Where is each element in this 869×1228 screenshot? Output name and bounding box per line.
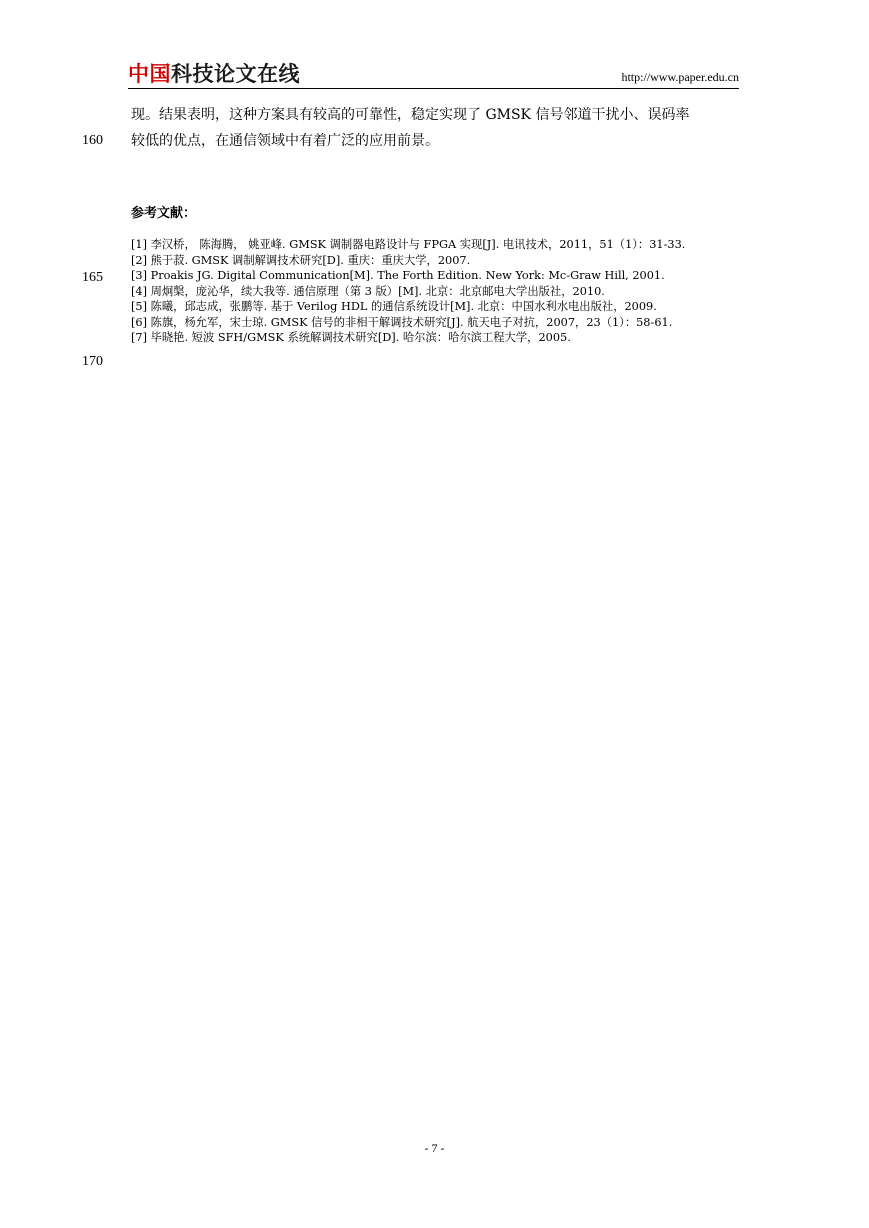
body-text-line-1: 现。结果表明，这种方案具有较高的可靠性，稳定实现了 GMSK 信号邻道干扰小、误码率 bbox=[131, 107, 690, 123]
site-logo bbox=[128, 62, 300, 86]
reference-item: [3] Proakis JG. Digital Communication[M]. The Forth Edition. New York: Mc-Graw Hill, 2001. bbox=[131, 269, 665, 282]
logo-text-dark: 科技论文在线 bbox=[171, 62, 300, 86]
reference-item: [2] 熊于菽. GMSK 调制解调技术研究[D]. 重庆：重庆大学，2007. bbox=[131, 253, 471, 267]
line-number-160: 160 bbox=[82, 133, 103, 148]
reference-item: [4] 周炯槃，庞沁华，续大我等. 通信原理（第 3 版）[M]. 北京：北京邮电大学出版社，2010. bbox=[131, 284, 605, 298]
line-number-165: 165 bbox=[82, 270, 103, 285]
line-number-170: 170 bbox=[82, 354, 103, 369]
page-header bbox=[128, 62, 739, 89]
reference-list bbox=[131, 237, 739, 346]
body-text-line-2: 较低的优点，在通信领域中有着广泛的应用前景。 bbox=[131, 133, 439, 149]
references-heading: 参考文献： bbox=[131, 206, 197, 221]
reference-item: [7] 毕晓艳. 短波 SFH/GMSK 系统解调技术研究[D]. 哈尔滨：哈尔滨工程大学，2005. bbox=[131, 331, 571, 344]
reference-item: [1] 李汉桥， 陈海腾， 姚亚峰. GMSK 调制器电路设计与 FPGA 实现[J]. 电讯技术，2011，51（1）：31-33. bbox=[131, 238, 686, 251]
header-url: http://www.paper.edu.cn bbox=[621, 70, 739, 84]
logo-text-red: 中国 bbox=[128, 62, 171, 86]
reference-item: [6] 陈旗，杨允军，宋士琼. GMSK 信号的非相干解调技术研究[J]. 航天电子对抗，2007，23（1）：58-61. bbox=[131, 315, 673, 329]
page-number: - 7 - bbox=[424, 1141, 445, 1155]
reference-item: [5] 陈曦，邱志成，张鹏等. 基于 Verilog HDL 的通信系统设计[M]. 北京：中国水利水电出版社，2009. bbox=[131, 300, 657, 313]
